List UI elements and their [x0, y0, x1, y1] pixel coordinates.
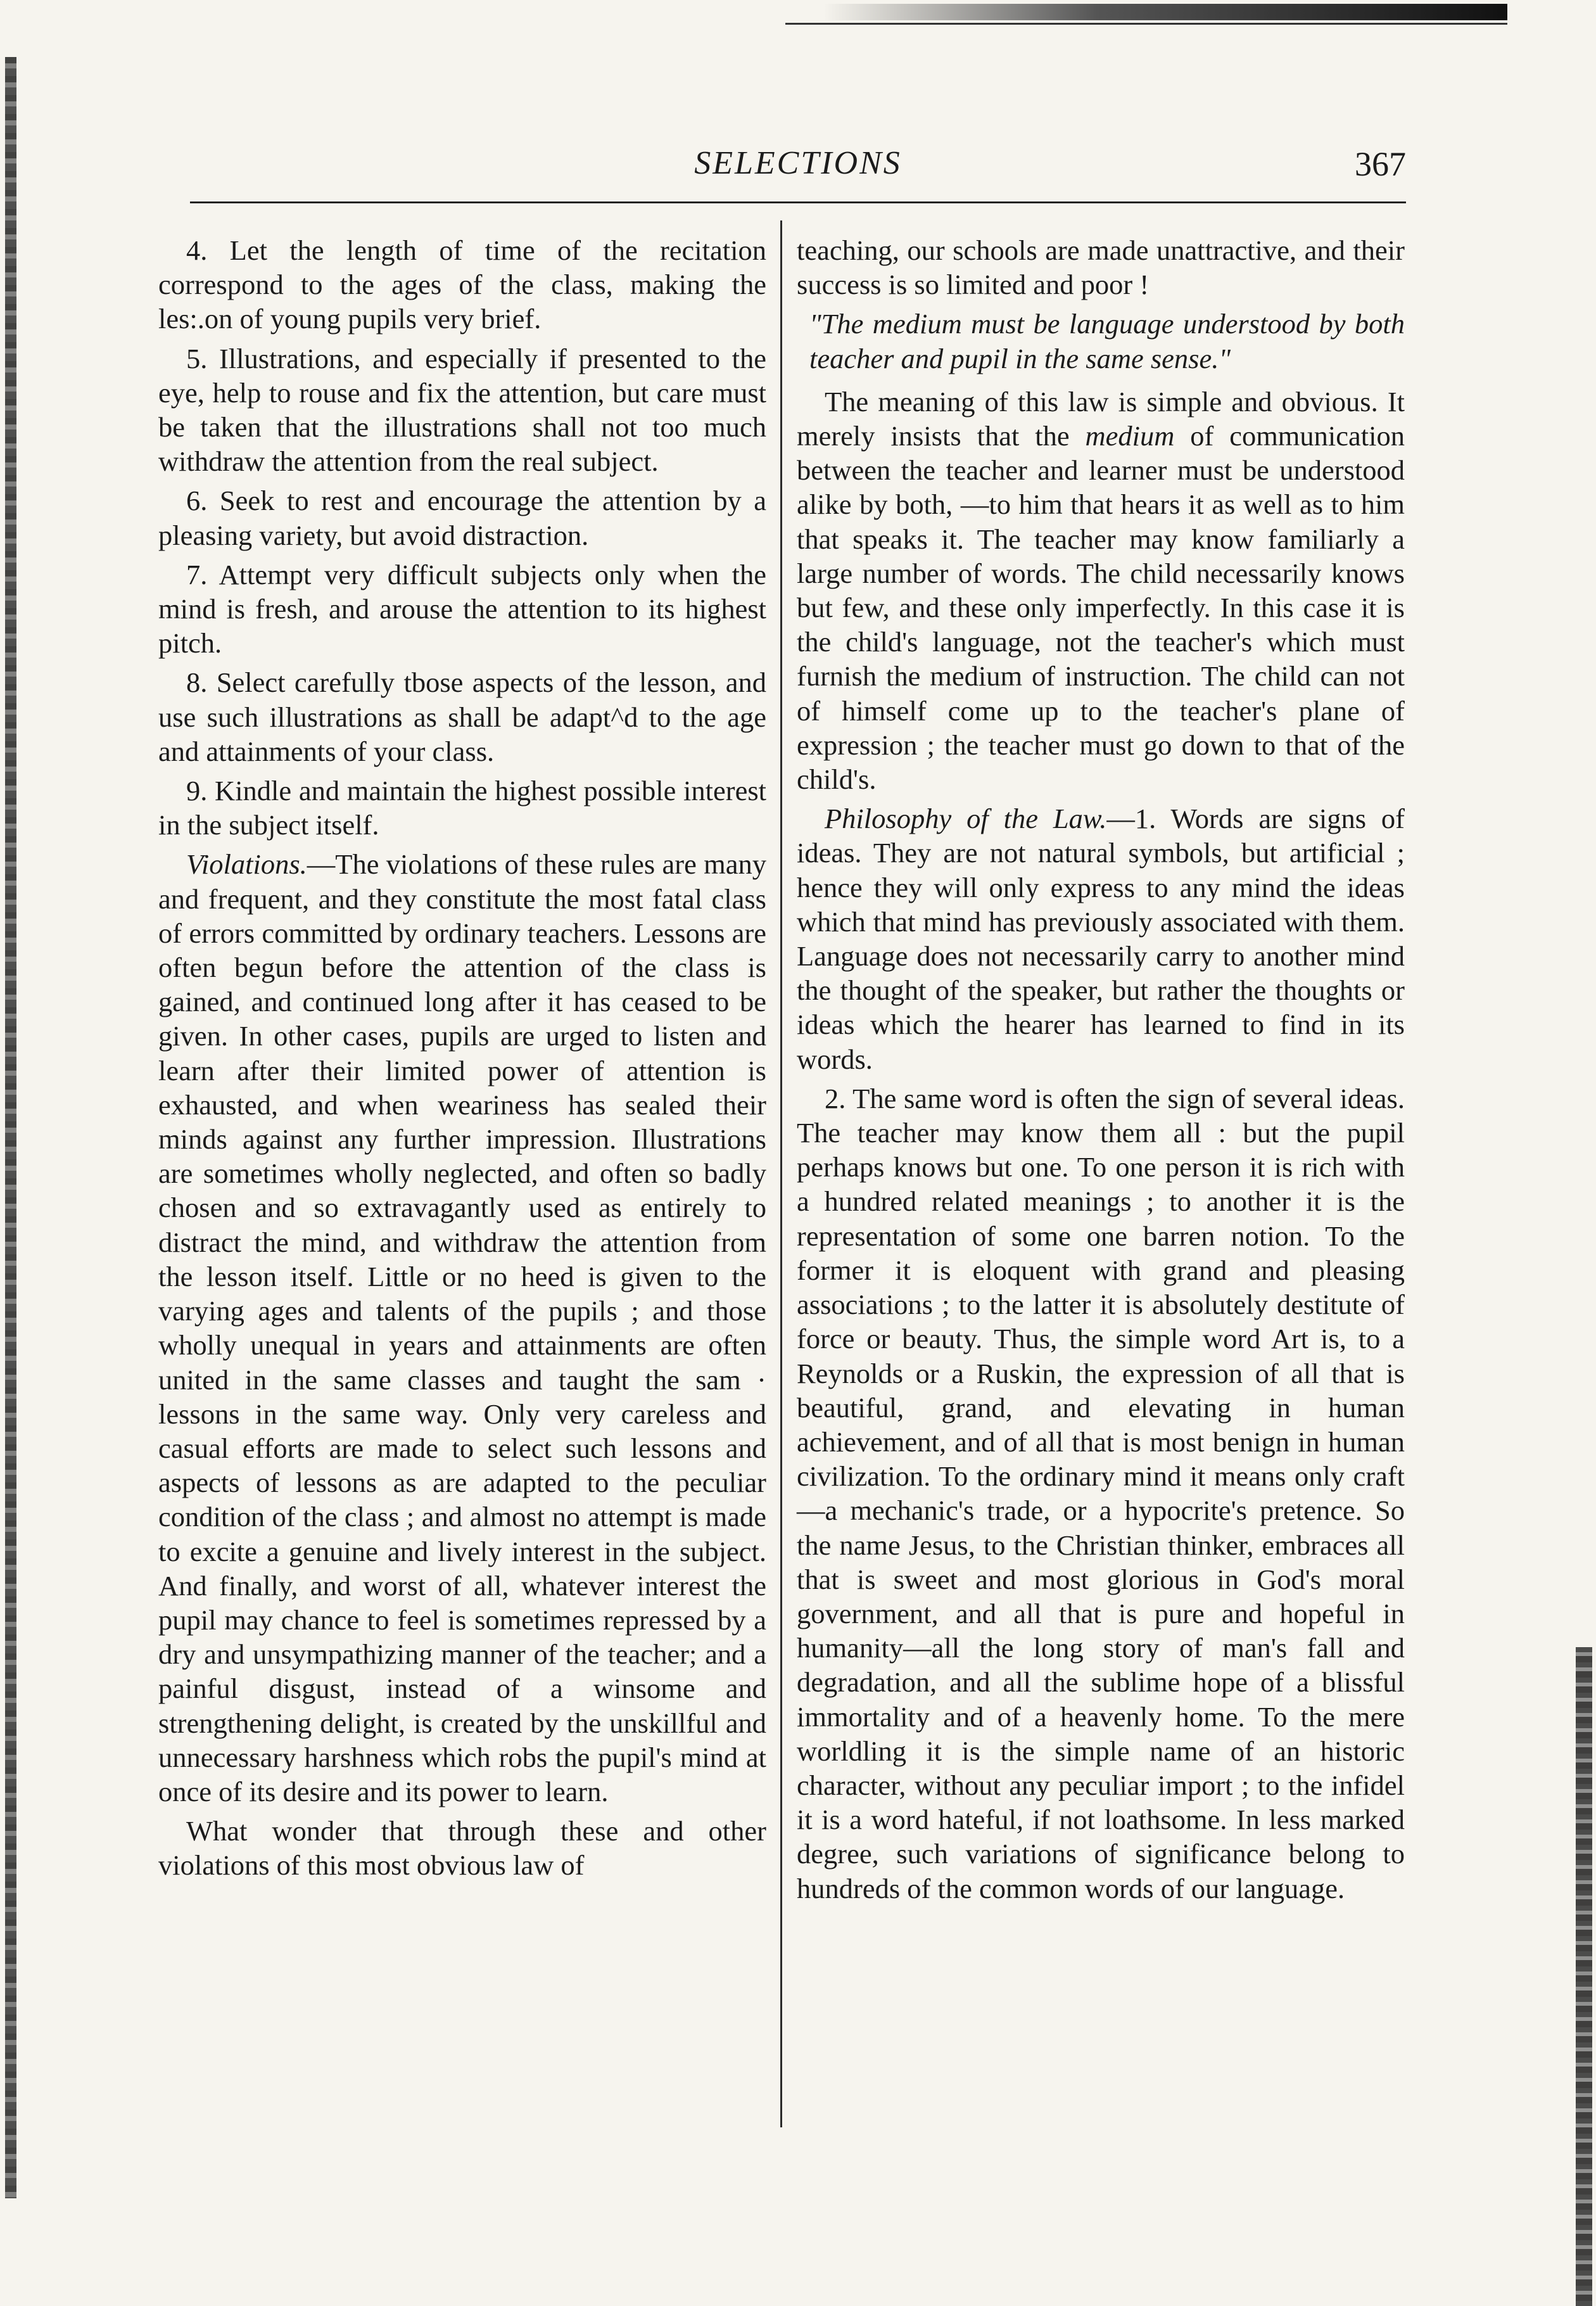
meaning-text-b: of communication between the teacher and learner must be understood alike by both, —to him that hears it as well as to him that speaks it. The teacher may know familiarly a large number of words. The child necessarily knows but few, and these only imperfectly. In this case it is the child's language, not the teacher's which must furnish the medium of instruction. The child can not of himself come up to the teacher's plane of expression ; the teacher must go down to that of the child's.: [797, 420, 1405, 796]
paragraph-violations: [158, 847, 766, 1809]
paragraph-9: 9. Kindle and maintain the highest possible interest in the subject itself.: [158, 775, 766, 841]
paragraph-continuation: teaching, our schools are made unattractive, and their success is so limited and poor !: [797, 234, 1405, 301]
violations-text: —The violations of these rules are many and frequent, and they constitute the most fatal class of errors committed by ordinary teachers. Lessons are often begun before the attention of the class is gained, and continued long after it has ceased to be given. In other cases, pupils are urged to listen and learn after their limited power of attention is exhausted, and when weariness has sealed their minds against any further impression. Illustrations are sometimes wholly neglected, and often so badly chosen and so extravagantly used as entirely to distract the mind, and withdraw the attention from the lesson itself. Little or no heed is given to the varying ages and talents of the pupils ; and those wholly unequal in years and attainments are often united in the same classes and taught the sam · lessons in the same way. Only very careless and casual efforts are made to select such lessons and aspects of lessons as are adapted to the peculiar condition of the class ; and almost no attempt is made to excite a genuine and lively interest in the subject. And finally, and worst of all, whatever interest the pupil may chance to feel is sometimes repressed by a dry and unsympathizing manner of the teacher; and a painful disgust, instead of a winsome and strengthening delight, is created by the unskillful and unnecessary harshness which robs the pupil's mind at once of its desire and its power to learn.: [158, 848, 766, 1807]
meaning-text-a: The meaning of this law is simple and obvious. It merely insists that the: [797, 385, 1405, 452]
scan-line-top: [785, 23, 1507, 25]
philosophy-text: —1. Words are signs of ideas. They are not natural symbols, but artificial ; hence they will only express to any mind the ideas which that mind has previously associated with them. Language does not necessarily carry to another mind the thought of the speaker, but rather the thoughts or ideas which the hearer has learned to find in its words.: [797, 803, 1405, 1075]
page-header: [190, 144, 1406, 195]
paragraph-8: 8. Select carefully tbose aspects of the lesson, and use such illustrations as shall be adapt^d to the age and attainments of your class.: [158, 666, 766, 767]
meaning-medium: medium: [1085, 420, 1175, 452]
paragraph-2: 2. The same word is often the sign of several ideas. The teacher may know them all : but the pupil perhaps knows but one. To one person it is rich with a hundred related meanings ; to another it is the representation of some one barren notion. To the former it is eloquent with grand and pleasing associations ; to the latter it is absolutely destitute of force or beauty. Thus, the simple word Art is, to a Reynolds or a Ruskin, the expression of all that is beautiful, grand, and elevating in human achievement, and of all that is most benign in human civilization. To the ordinary mind it means only craft—a mechanic's trade, or a hypocrite's pretence. So the name Jesus, to the Christian thinker, embraces all that is sweet and most glorious in God's moral government, and all that is pure and hopeful in humanity—all the long story of man's fall and degradation, and all the sublime hope of a blissful immortality and of a heavenly home. To the mere worldling it is the simple name of an historic character, without any peculiar import ; to the infidel it is a word hateful, if not loathsome. In less marked degree, such variations of significance belong to hundreds of the common words of our language.: [797, 1082, 1405, 1904]
paragraph-5: 5. Illustrations, and especially if presented to the eye, help to rouse and fix the attention, but care must be taken that the illustrations shall not too much withdraw the attention from the real subject.: [158, 342, 766, 478]
scan-artifact-top: [823, 4, 1507, 20]
paragraph-meaning: [797, 385, 1405, 796]
scan-edge-right: [1576, 1647, 1592, 2306]
paragraph-what-wonder: What wonder that through these and other violations of this most obvious law of: [158, 1815, 766, 1882]
paragraph-philosophy: [797, 801, 1405, 1076]
page-number: 367: [1355, 145, 1406, 183]
header-rule: [190, 201, 1406, 203]
column-divider: [780, 220, 782, 2127]
paragraph-6: 6. Seek to rest and encourage the attention by a pleasing variety, but avoid distraction.: [158, 485, 766, 551]
violations-label: Violations.: [186, 848, 307, 881]
paragraph-7: 7. Attempt very difficult subjects only when the mind is fresh, and arouse the attention to its highest pitch.: [158, 558, 766, 659]
law-quote: "The medium must be language understood by both teacher and pupil in the same sense.": [809, 308, 1405, 374]
scan-edge-left: [5, 57, 16, 2198]
running-head: SELECTIONS: [694, 145, 902, 181]
philosophy-label: Philosophy of the Law.: [825, 803, 1107, 835]
left-column: [158, 233, 766, 1888]
paragraph-4: 4. Let the length of time of the recitation correspond to the ages of the class, making the les:.on of young pupils very brief.: [158, 234, 766, 335]
right-column: [797, 233, 1405, 1911]
